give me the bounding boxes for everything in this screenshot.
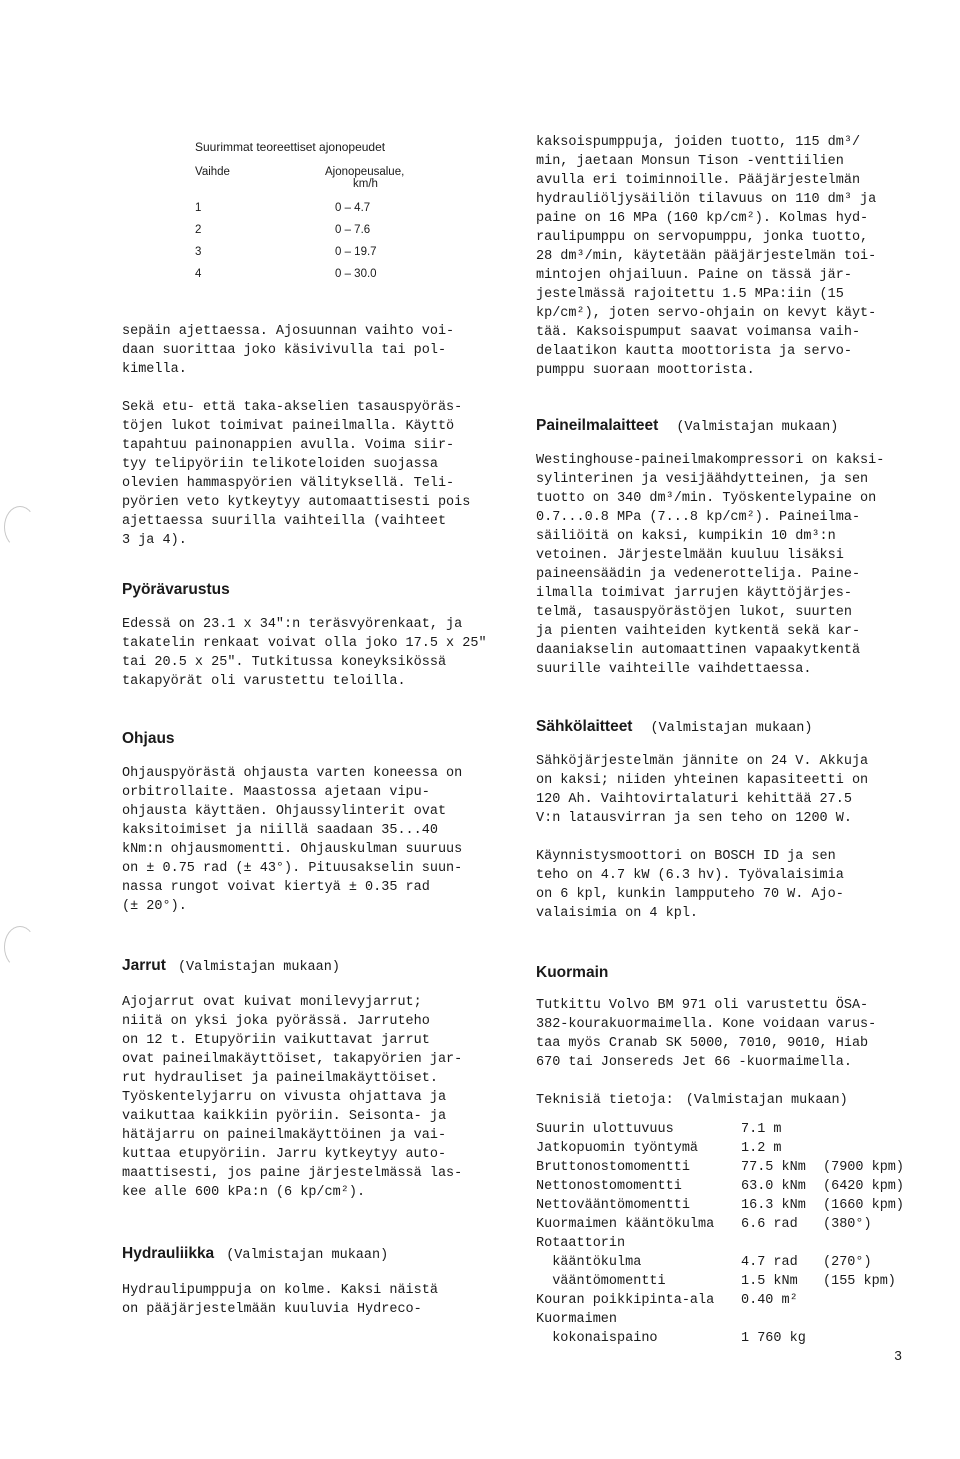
spec-label: Suurin ulottuvuus bbox=[536, 1122, 674, 1137]
spec-row bbox=[536, 1272, 923, 1291]
specs-title: Teknisiä tietoja: bbox=[536, 1093, 674, 1108]
spec-value bbox=[741, 1234, 823, 1253]
spec-value: 7.1 m bbox=[741, 1122, 782, 1137]
spec-label: Nettonostomomentti bbox=[536, 1179, 682, 1194]
spec-label: vääntömomentti bbox=[536, 1274, 666, 1289]
spec-value bbox=[741, 1310, 823, 1329]
hydraulics-heading: Hydrauliikka bbox=[122, 1245, 215, 1262]
spec-row bbox=[536, 1291, 923, 1310]
gear-column-header: Vaihde bbox=[195, 166, 230, 178]
brakes-heading-row bbox=[122, 956, 502, 977]
hydraulics-paragraph: Hydraulipumppuja on kolme. Kaksi näistä on pääjärjestelmään kuuluvia Hydreco- bbox=[122, 1283, 438, 1317]
right-column bbox=[536, 133, 936, 1348]
speed-table bbox=[195, 166, 404, 290]
hydraulics-continued-paragraph: kaksoispumppuja, joiden tuotto, 115 dm³/ min, jaetaan Monsun Tison -venttiilien avulla eri toiminnoille. Pääjärjestelmän hydrauliöljysäiliön tilavuus on 110 dm³ ja paine on 16 MPa (160 kp/cm²). Kolmas hyd- raulipumppu on servopumppu, jonka tuotto, 28 dm³/min, käytetään pääjärjestelmän toi- mintojen ohjailuun. Paine on tässä jär- jestelmässä rajoitettu 1.5 MPa:iin (15 kp/cm²), joten servo-ohjain on kevyt käyt- tää. Kaksoispumput saavat voimansa vaih- delaatikon kautta moottorista ja servo- pumppu suoraan moottorista. bbox=[536, 135, 877, 378]
speed-row: 3 0 – 19.7 bbox=[195, 246, 377, 258]
speed-column-header: Ajonopeusalue, km/h bbox=[325, 166, 405, 190]
brakes-paragraph: Ajojarrut ovat kuivat monilevyjarrut; niitä on yksi joka pyörässä. Jarruteho on 12 t. Etupyöriin vaikuttavat jarrut ovat paineilmakäyttöiset, takapyörien jar- rut hydrauliset ja paineilmakäyttöiset. Työskentelyjarru on vivusta ohjattava ja vaikuttaa kaikkiin pyöriin. Seisonta- ja hätäjarru on paineilmakäyttöinen ja vai- kuttaa etupyöriin. Jarru kytkeytyy auto- maattisesti, jos paine järjestelmässä las- kee alle 600 kPa:n (6 kp/cm²). bbox=[122, 995, 463, 1200]
specs-subheading: (Valmistajan mukaan) bbox=[685, 1093, 848, 1108]
pneumatic-paragraph: Westinghouse-paineilmakompressori on kaksi- sylinterinen ja vesijäähdytteinen, ja sen tuotto on 340 dm³/min. Työskentelypaine on 0.7...0.8 MPa (7...8 kp/cm²). Paineilma- säiliöitä on kaksi, kumpikin 10 dm³:n vetoinen. Järjestelmään kuuluu lisäksi paineensäädin ja vedenerottelija. Paine- ilmalla toimivat jarrujen käyttöjärjes- telmä, tasauspyörästöjen lukot, suurten ja pienten vaihteiden kytkentä sekä kar- daaniakselin automaattinen vapaakytkentä suurille vaihteille vaihdettaessa. bbox=[536, 453, 885, 677]
speed-row: 2 0 – 7.6 bbox=[195, 224, 371, 236]
electric-paragraph-2: Käynnistysmoottori on BOSCH ID ja sen teho on 4.7 kW (6.3 hv). Työvalaisimia on 6 kpl, kunkin lampputeho 70 W. Ajo- valaisimia on 4 kpl. bbox=[536, 849, 844, 921]
hydraulics-heading-row bbox=[122, 1244, 502, 1265]
spec-row bbox=[536, 1215, 923, 1234]
spec-extra: (7900 kpm) bbox=[823, 1160, 905, 1175]
speed-table-header bbox=[195, 166, 404, 202]
spec-value: 63.0 kNm bbox=[741, 1179, 806, 1194]
spec-value: 6.6 rad bbox=[741, 1217, 798, 1232]
specs-table bbox=[536, 1120, 923, 1348]
spec-label: kokonaispaino bbox=[536, 1331, 658, 1346]
speed-row: 4 0 – 30.0 bbox=[195, 268, 377, 280]
spec-row bbox=[536, 1234, 923, 1253]
spec-row bbox=[536, 1120, 923, 1139]
electric-paragraph-1: Sähköjärjestelmän jännite on 24 V. Akkuja on kaksi; niiden yhteinen kapasiteetti on 120 Ah. Vaihtovirtalaturi kehittää 27.5 V:n latausvirran ja sen teho on 1200 W. bbox=[536, 754, 869, 826]
left-column bbox=[122, 322, 502, 1319]
electric-heading: Sähkölaitteet bbox=[536, 718, 633, 735]
spec-extra: (155 kpm) bbox=[823, 1274, 896, 1289]
spec-value: 77.5 kNm bbox=[741, 1160, 806, 1175]
spec-extra bbox=[823, 1310, 923, 1329]
scan-artifact-mark bbox=[4, 506, 36, 548]
spec-label: Bruttonostomomentti bbox=[536, 1160, 690, 1175]
speed-table-title: Suurimmat teoreettiset ajonopeudet bbox=[195, 140, 386, 154]
pneumatic-heading-row bbox=[536, 416, 936, 437]
electric-heading-row bbox=[536, 717, 936, 738]
spec-label: kääntökulma bbox=[536, 1255, 642, 1270]
spec-label: Kuormaimen kääntökulma bbox=[536, 1217, 715, 1232]
spec-label: Nettovääntömomentti bbox=[536, 1198, 690, 1213]
brakes-subheading: (Valmistajan mukaan) bbox=[177, 960, 340, 975]
spec-row bbox=[536, 1329, 923, 1348]
spec-label: Rotaattorin bbox=[536, 1236, 626, 1251]
spec-extra bbox=[823, 1234, 923, 1253]
spec-row bbox=[536, 1158, 923, 1177]
speed-table-section bbox=[195, 140, 475, 290]
spec-extra: (270°) bbox=[823, 1255, 872, 1270]
spec-value: 1 760 kg bbox=[741, 1331, 806, 1346]
intro-paragraph: sepäin ajettaessa. Ajosuunnan vaihto voi- daan suorittaa joko käsivivulla tai pol- kimella. bbox=[122, 324, 455, 377]
spec-extra bbox=[823, 1291, 923, 1310]
spec-label: Kuormaimen bbox=[536, 1312, 618, 1327]
pneumatic-heading: Paineilmalaitteet bbox=[536, 417, 659, 434]
specs-heading-row bbox=[536, 1091, 936, 1110]
spec-value: 1.2 m bbox=[741, 1141, 782, 1156]
spec-row bbox=[536, 1253, 923, 1272]
pneumatic-subheading: (Valmistajan mukaan) bbox=[676, 420, 839, 435]
electric-subheading: (Valmistajan mukaan) bbox=[650, 721, 813, 736]
spec-row bbox=[536, 1310, 923, 1329]
spec-row bbox=[536, 1177, 923, 1196]
spec-extra bbox=[823, 1139, 923, 1158]
steering-paragraph: Ohjauspyörästä ohjausta varten koneessa on orbitrollaite. Maastossa ajetaan vipu- ohjausta käyttäen. Ohjaussylinterit ovat kaksitoimiset ja niillä saadaan 35...40 kNm:n ohjausmomentti. Ohjauskulman suuruus on ± 0.75 rad (± 43°). Pituusakselin suun- nassa rungot voivat kiertyä ± 0.35 rad (± 20°). bbox=[122, 766, 463, 914]
spec-value: 1.5 kNm bbox=[741, 1274, 798, 1289]
brakes-heading: Jarrut bbox=[122, 957, 166, 974]
spec-extra: (380°) bbox=[823, 1217, 872, 1232]
spec-value: 4.7 rad bbox=[741, 1255, 798, 1270]
spec-label: Jatkopuomin työntymä bbox=[536, 1141, 699, 1156]
spec-extra bbox=[823, 1120, 923, 1139]
wheels-paragraph: Edessä on 23.1 x 34":n teräsvyörenkaat, ja takatelin renkaat voivat olla joko 17.5 x 25" tai 20.5 x 25". Tutkitussa koneyksikössä takapyörät oli varustettu teloilla. bbox=[122, 617, 487, 689]
spec-extra: (6420 kpm) bbox=[823, 1179, 905, 1194]
loader-paragraph: Tutkittu Volvo BM 971 oli varustettu ÖSA- 382-kourakuormaimella. Kone voidaan varus- taa myös Cranab SK 5000, 7010, 9010, Hiab 670 tai Jonsereds Jet 66 -kuormaimella. bbox=[536, 998, 877, 1070]
spec-row bbox=[536, 1196, 923, 1215]
spec-value: 0.40 m² bbox=[741, 1293, 798, 1308]
differential-paragraph: Sekä etu- että taka-akselien tasauspyöräs- töjen lukot toimivat paineilmalla. Käyttö tapahtuu painonappien avulla. Voima siir- tyy telipyöriin telikoteloiden suojassa olevien hammaspyörien välityksellä. Teli- pyörien veto kytkeytyy automaattisesti pois ajettaessa suurilla vaihteilla (vaihteet 3 ja 4). bbox=[122, 400, 471, 548]
steering-heading: Ohjaus bbox=[122, 730, 175, 747]
spec-extra: (1660 kpm) bbox=[823, 1198, 905, 1213]
spec-value: 16.3 kNm bbox=[741, 1198, 806, 1213]
hydraulics-subheading: (Valmistajan mukaan) bbox=[226, 1248, 389, 1263]
wheels-heading: Pyörävarustus bbox=[122, 581, 230, 598]
loader-heading: Kuormain bbox=[536, 964, 609, 981]
scan-artifact-mark bbox=[4, 926, 36, 968]
spec-extra bbox=[823, 1329, 923, 1348]
spec-row bbox=[536, 1139, 923, 1158]
page-number: 3 bbox=[894, 1350, 903, 1365]
speed-row: 1 0 – 4.7 bbox=[195, 202, 371, 214]
spec-label: Kouran poikkipinta-ala bbox=[536, 1293, 715, 1308]
